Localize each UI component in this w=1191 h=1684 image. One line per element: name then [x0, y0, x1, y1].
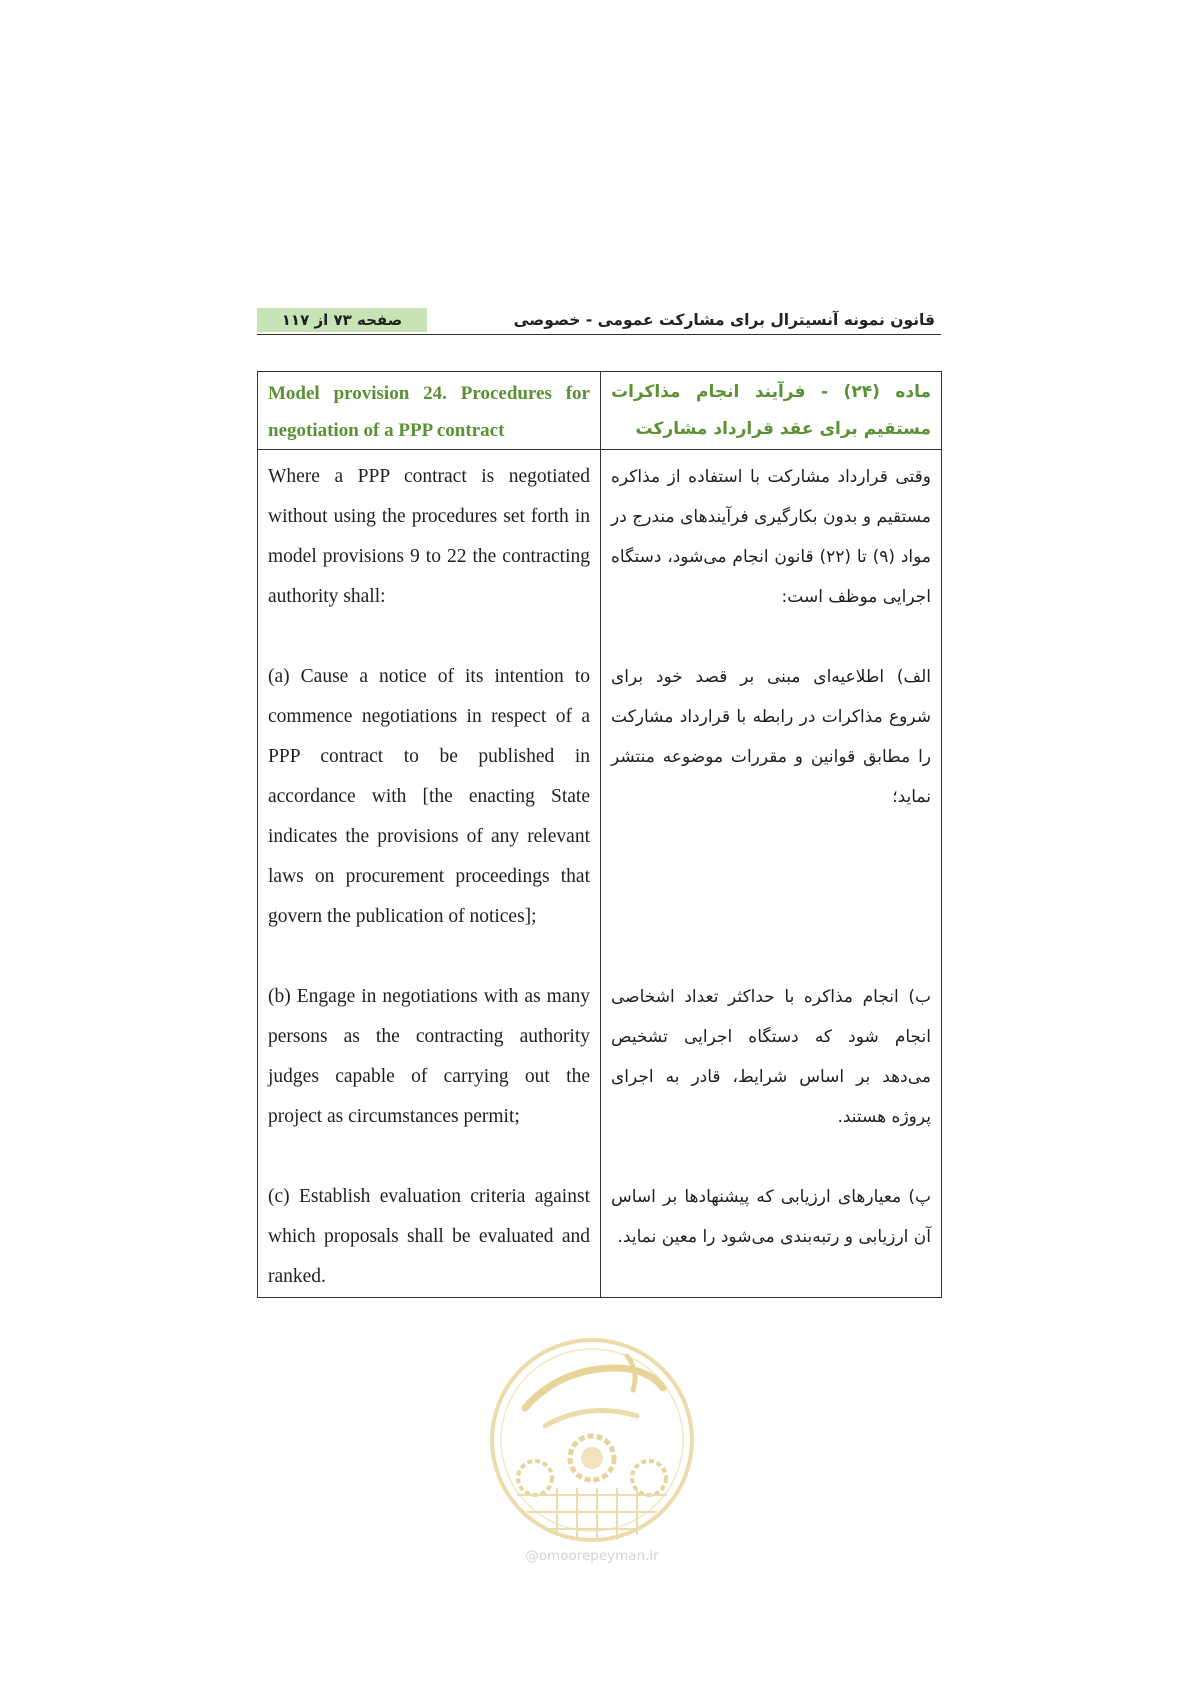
- english-heading: Model provision 24. Procedures for negotiation of a PPP contract: [258, 372, 601, 450]
- persian-item-a: الف) اطلاعیه‌ای مبنی بر قصد خود برای شروع مذاکرات در رابطه با قرارداد مشارکت را مطابق قوانین و مقررات موضوعه منتشر نماید؛: [611, 667, 931, 807]
- page-header: [257, 308, 941, 335]
- page-number-label: صفحه ۷۳ از ۱۱۷: [257, 308, 427, 332]
- persian-item-b: ب) انجام مذاکره با حداکثر تعداد اشخاصی انجام شود که دستگاه اجرایی تشخیص می‌دهد بر اساس شرایط، قادر به اجرای پروژه هستند.: [611, 987, 931, 1127]
- english-item-c: (c) Establish evaluation criteria against which proposals shall be evaluated and ranked.: [268, 1186, 590, 1287]
- running-title: قانون نمونه آنسیترال برای مشارکت عمومی - خصوصی: [513, 311, 935, 329]
- table-heading-row: [258, 372, 942, 450]
- persian-item-c: پ) معیارهای ارزیابی که پیشنهادها بر اساس آن ارزیابی و رتبه‌بندی می‌شود را معین نماید.: [611, 1187, 931, 1247]
- provision-table: [257, 371, 942, 1298]
- english-intro: Where a PPP contract is negotiated without using the procedures set forth in model provisions 9 to 22 the contracting authority shall:: [268, 466, 590, 607]
- english-item-b: (b) Engage in negotiations with as many persons as the contracting authority judges capable of carrying out the project as circumstances permit;: [268, 986, 590, 1127]
- table-body-row: [258, 450, 942, 1298]
- persian-body-cell: [601, 450, 942, 1298]
- watermark: [487, 1330, 697, 1575]
- watermark-logo-seal: [487, 1330, 697, 1545]
- persian-intro: وقتی قرارداد مشارکت با استفاده از مذاکره مستقیم و بدون بکارگیری فرآیندهای مندرج در مواد (۹) تا (۲۲) قانون انجام می‌شود، دستگاه اجرایی موظف است:: [611, 467, 932, 607]
- persian-heading: ماده (۲۴) - فرآیند انجام مذاکرات مستقیم برای عقد قرارداد مشارکت: [601, 372, 942, 450]
- watermark-url: @omoorepeyman.ir: [525, 1548, 659, 1564]
- english-body-cell: [258, 450, 601, 1298]
- english-item-a: (a) Cause a notice of its intention to commence negotiations in respect of a PPP contract to be published in accordance with [the enacting State indicates the provisions of any relevant laws on procurement proceedings that govern the publication of notices];: [268, 666, 590, 927]
